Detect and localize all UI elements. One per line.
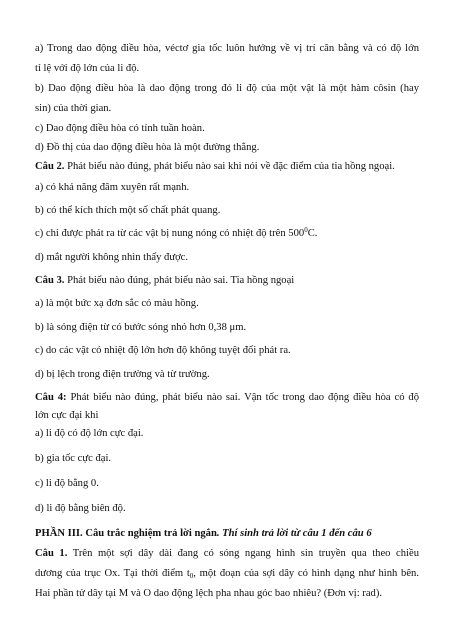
q4-option-a: a) li độ có độ lớn cực đại. (35, 428, 144, 439)
time-subscript: 0 (189, 572, 194, 580)
q3-option-b: b) là sóng điện từ có bước sóng nhỏ hơn 0,38 μm. (35, 322, 247, 333)
p3q1-line1 (35, 548, 419, 560)
q2-option-c-unit: C. (307, 228, 318, 239)
q2-stem-text: Phát biểu nào đúng, phát biểu nào sai khi nói về đặc điểm của tia hồng ngoại. (64, 161, 395, 172)
q4-stem-line2: lớn cực đại khi (35, 410, 99, 421)
part3-instruction: . Thí sinh trả lời từ câu 1 đến câu 6 (216, 528, 372, 539)
q2-option-d: d) mắt người không nhìn thấy được. (35, 252, 189, 263)
q3-option-a: a) là một bức xạ đơn sắc có màu hồng. (35, 298, 199, 309)
q4-option-c: c) li độ bằng 0. (35, 478, 99, 489)
p3q1-label: Câu 1. (35, 548, 68, 559)
q1-option-a-line1: a) Trong dao động điều hòa, véctơ gia tốc luôn hướng về vị trí cân bằng và có độ lớn (35, 43, 419, 54)
q3-stem (35, 275, 419, 287)
q2-option-b: b) có thể kích thích một số chất phát quang. (35, 205, 221, 216)
q2-option-a: a) có khả năng đâm xuyên rất mạnh. (35, 182, 190, 193)
q4-option-d: d) li độ bằng biên độ. (35, 503, 126, 514)
q3-option-c: c) do các vật có nhiệt độ lớn hơn độ không tuyệt đối phát ra. (35, 345, 291, 356)
q2-stem (35, 161, 419, 173)
q3-stem-text: Phát biểu nào đúng, phát biểu nào sai. Tia hồng ngoại (64, 275, 295, 286)
degree-superscript: 0 (304, 226, 308, 234)
q3-option-d: d) bị lệch trong điện trường và từ trường. (35, 369, 210, 380)
q2-option-c-text: c) chỉ được phát ra từ các vật bị nung nóng có nhiệt độ trên 500 (35, 228, 305, 239)
part3-heading (35, 528, 419, 540)
p3q1-line2-text: dương của trục Ox. Tại thời điểm t (35, 568, 190, 579)
p3q1-line2-rest: , một đoạn của sợi dây có hình dạng như hình bên. (193, 568, 419, 579)
q4-option-b: b) gia tốc cực đại. (35, 453, 112, 464)
p3q1-line2 (35, 568, 419, 580)
q1-option-c: c) Dao động điều hòa có tính tuần hoàn. (35, 123, 205, 134)
p3q1-line3: Hai phần tử dây tại M và O dao động lệch pha nhau góc bao nhiêu? (Đơn vị: rad). (35, 588, 383, 599)
q4-stem-line1 (35, 392, 419, 404)
q4-stem-text: Phát biểu nào đúng, phát biểu nào sai. Vận tốc trong dao động điều hòa có độ (66, 392, 420, 403)
q1-option-b-line1: b) Dao động điều hòa là dao động trong đó li độ của một vật là một hàm côsin (hay (35, 83, 419, 94)
q4-label: Câu 4: (35, 392, 67, 403)
part3-title: PHẦN III. Câu trắc nghiệm trả lời ngắn (35, 528, 217, 539)
q1-option-d: d) Đồ thị của dao động điều hòa là một đường thẳng. (35, 142, 260, 153)
q2-option-c (35, 228, 419, 240)
q1-option-a-line2: tỉ lệ với độ lớn của li độ. (35, 63, 140, 74)
p3q1-text: Trên một sợi dây dài đang có sóng ngang hình sin truyền qua theo chiều (67, 548, 419, 559)
q1-option-b-line2: sin) của thời gian. (35, 103, 112, 114)
q2-label: Câu 2. (35, 161, 65, 172)
q3-label: Câu 3. (35, 275, 65, 286)
